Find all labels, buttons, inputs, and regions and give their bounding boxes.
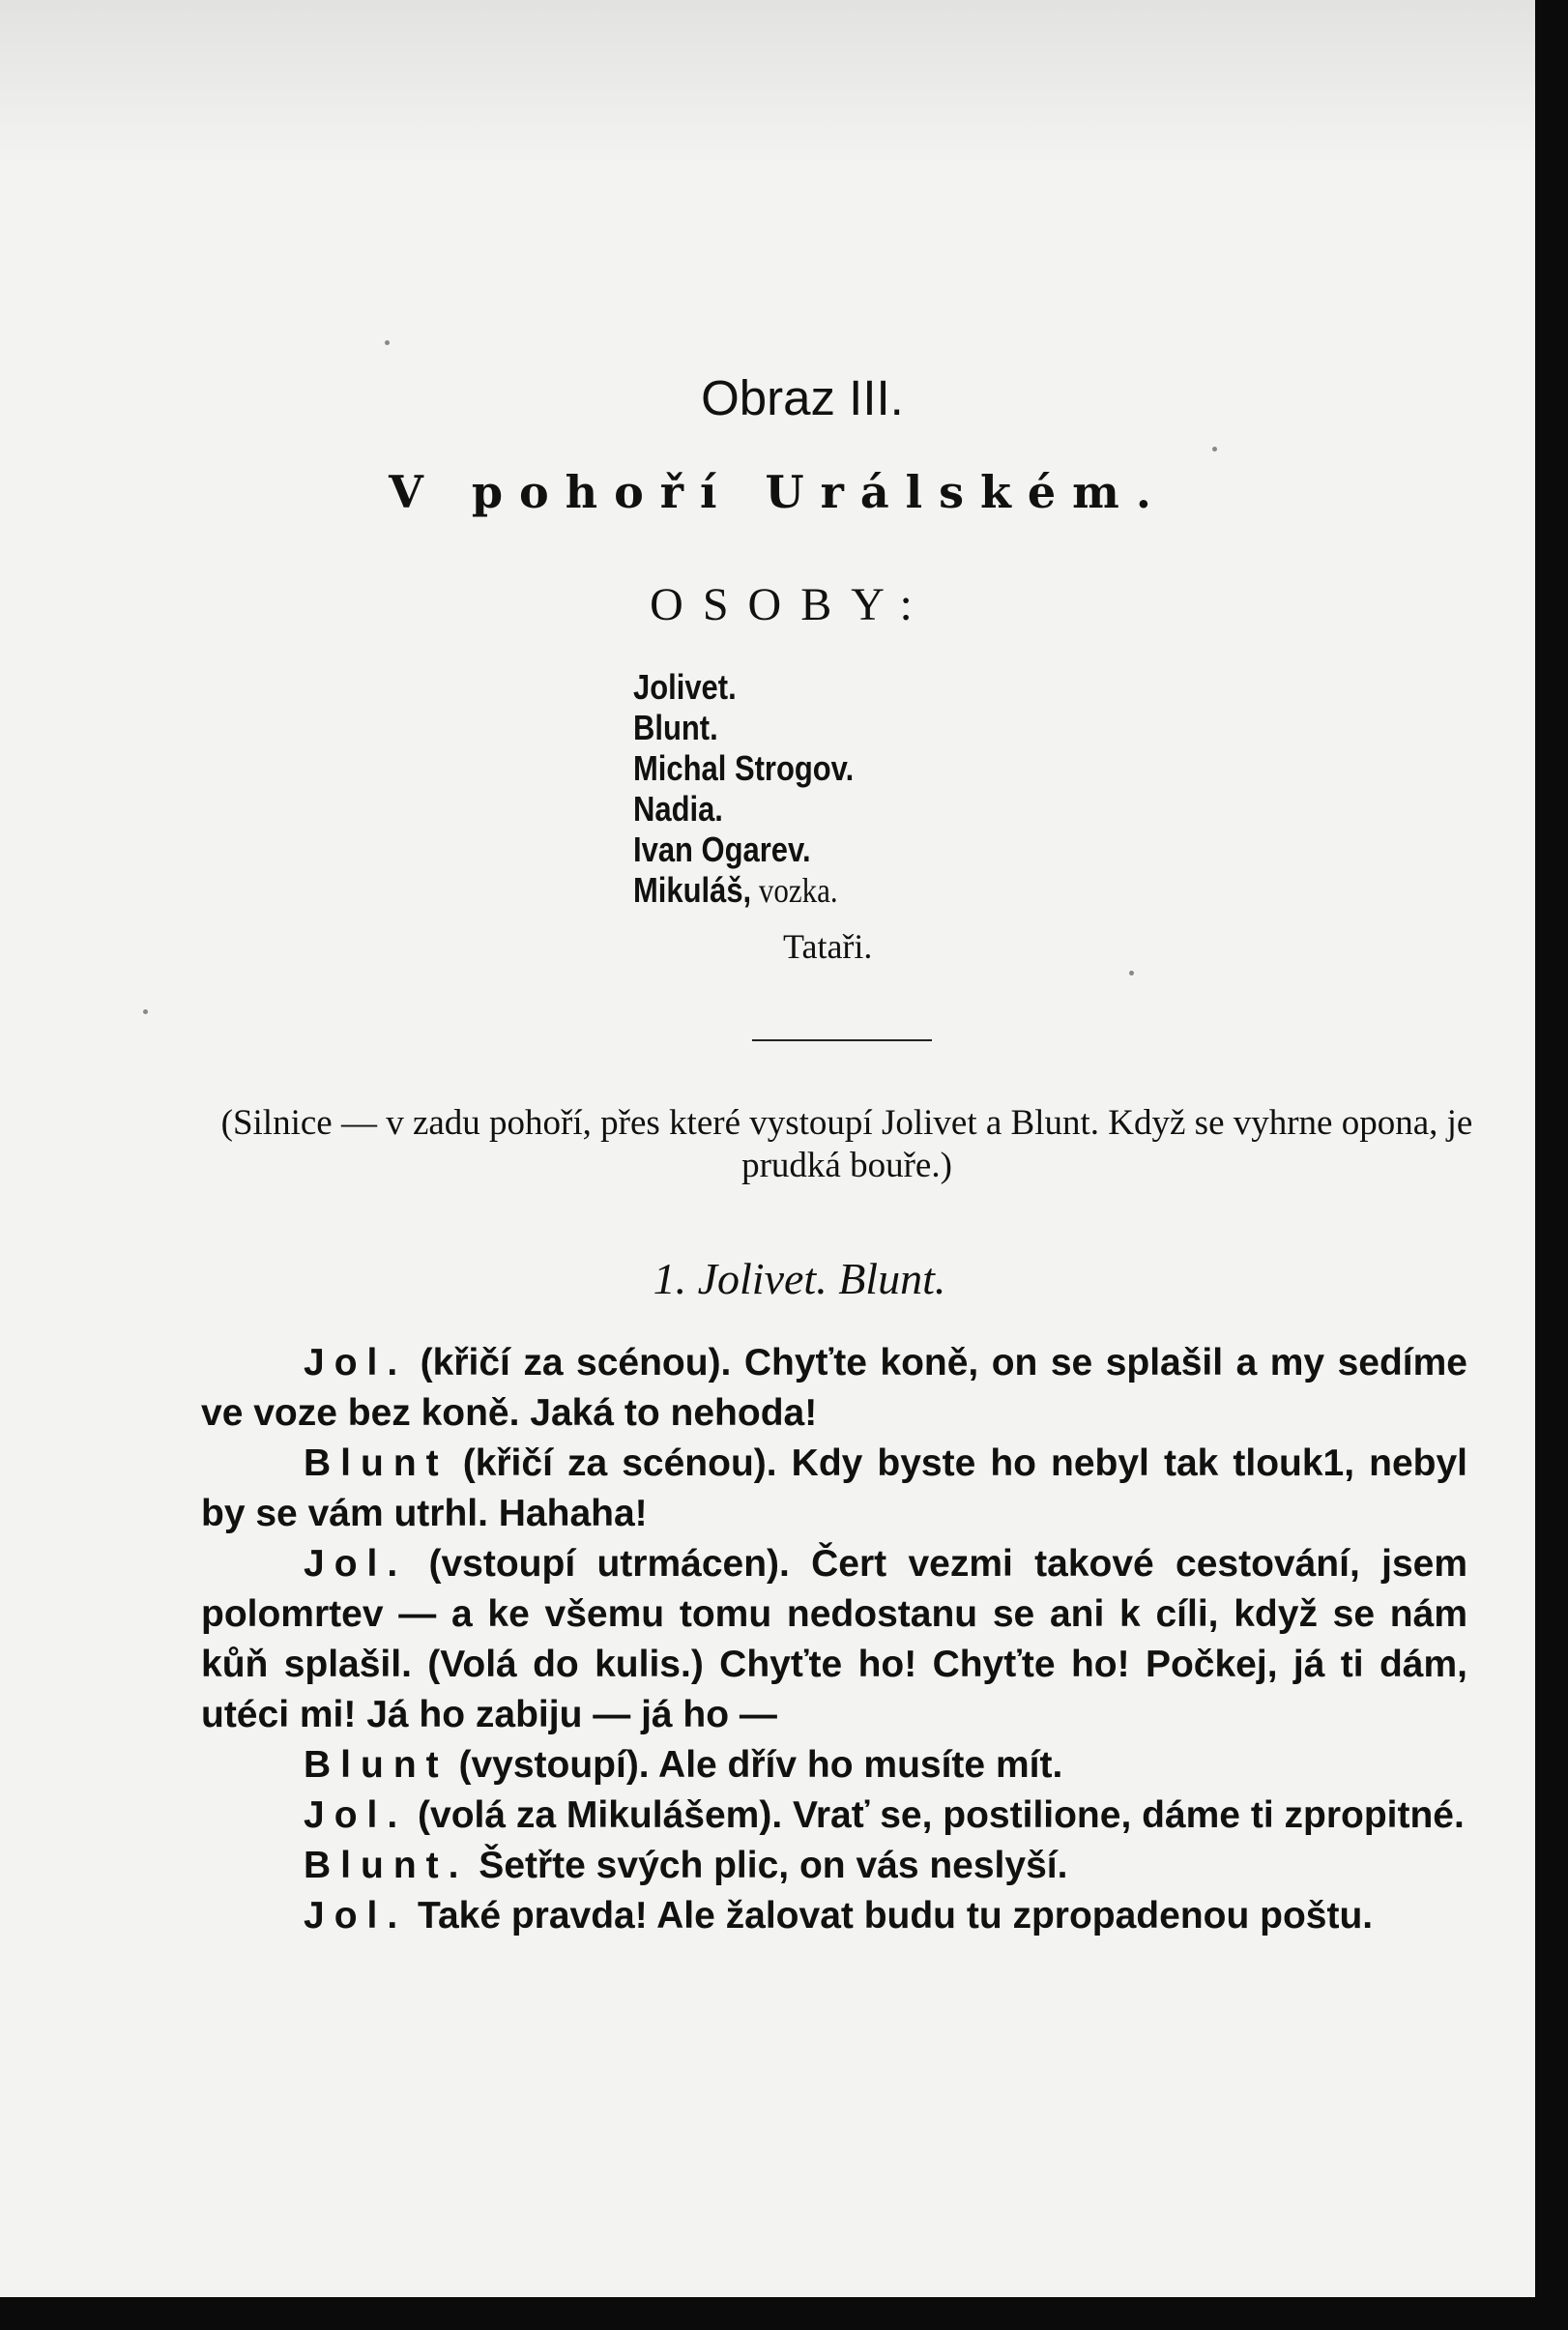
speaker-name: Blunt — [304, 1744, 449, 1786]
dialogue-block — [201, 1338, 1467, 1941]
speaker-name: Jol. — [304, 1543, 408, 1585]
speaker-name: Jol. — [304, 1342, 408, 1383]
persons-list — [633, 667, 854, 911]
dialogue-text: Šetřte svých plic, on vás neslyší. — [468, 1845, 1068, 1886]
dialogue-line — [201, 1841, 1467, 1891]
dialogue-text: (vstoupí utrmácen). Čert vezmi takové cestování, jsem polomrtev — a ke všemu tomu nedostanu se ani k cíli, když se nám kůň splašil. (Volá do kulis.) Chyťte ho! Chyťte ho! Počkej, já ti dám, utéci mi! Já ho zabiju — já ho — — [201, 1543, 1467, 1735]
person-item: Ivan Ogarev. — [633, 830, 811, 869]
scan-edge-bottom — [0, 2297, 1568, 2330]
dialogue-text: Také pravda! Ale žalovat budu tu zpropadenou poštu. — [407, 1895, 1374, 1937]
person-note: vozka. — [751, 871, 838, 910]
persons-extra: Tataři. — [783, 927, 873, 966]
print-speck — [143, 1009, 148, 1014]
speaker-name: Jol. — [304, 1794, 408, 1836]
person-item: Mikuláš, vozka. — [633, 870, 838, 910]
stage-direction: (Silnice — v zadu pohoří, přes které vystoupí Jolivet a Blunt. Když se vyhrne opona, je prudká bouře.) — [220, 1103, 1473, 1185]
print-speck — [385, 340, 390, 345]
persons-heading: OSOBY: — [650, 579, 932, 630]
person-item: Michal Strogov. — [633, 748, 855, 788]
person-item: Blunt. — [633, 708, 718, 747]
dialogue-line — [201, 1539, 1467, 1740]
speaker-name: Blunt. — [304, 1845, 469, 1886]
scan-edge-right — [1535, 0, 1568, 2330]
print-speck — [1212, 447, 1217, 451]
page-subtitle: V pohoří Urálském. — [389, 466, 1168, 518]
page-title: Obraz III. — [701, 370, 904, 425]
dialogue-line — [201, 1439, 1467, 1539]
dialogue-text: (křičí za scénou). Chyťte koně, on se splašil a my sedíme ve voze bez koně. Jaká to nehoda! — [201, 1342, 1467, 1434]
dialogue-line — [201, 1338, 1467, 1439]
dialogue-text: (volá za Mikulášem). Vrať se, postilione, dáme ti zpropitné. — [407, 1794, 1465, 1836]
person-item: Nadia. — [633, 789, 723, 829]
dialogue-text: (křičí za scénou). Kdy byste ho nebyl tak tlouk1, nebyl by se vám utrhl. Hahaha! — [201, 1442, 1467, 1534]
dialogue-text: (vystoupí). Ale dřív ho musíte mít. — [448, 1744, 1063, 1786]
speaker-name: Blunt — [304, 1442, 449, 1484]
print-speck — [1129, 971, 1134, 976]
dialogue-line — [201, 1791, 1467, 1841]
dialogue-line — [201, 1891, 1467, 1941]
scene-heading: 1. Jolivet. Blunt. — [653, 1254, 946, 1303]
dialogue-line — [201, 1740, 1467, 1791]
person-item: Jolivet. — [633, 667, 737, 707]
section-divider — [752, 1039, 932, 1041]
speaker-name: Jol. — [304, 1895, 408, 1937]
